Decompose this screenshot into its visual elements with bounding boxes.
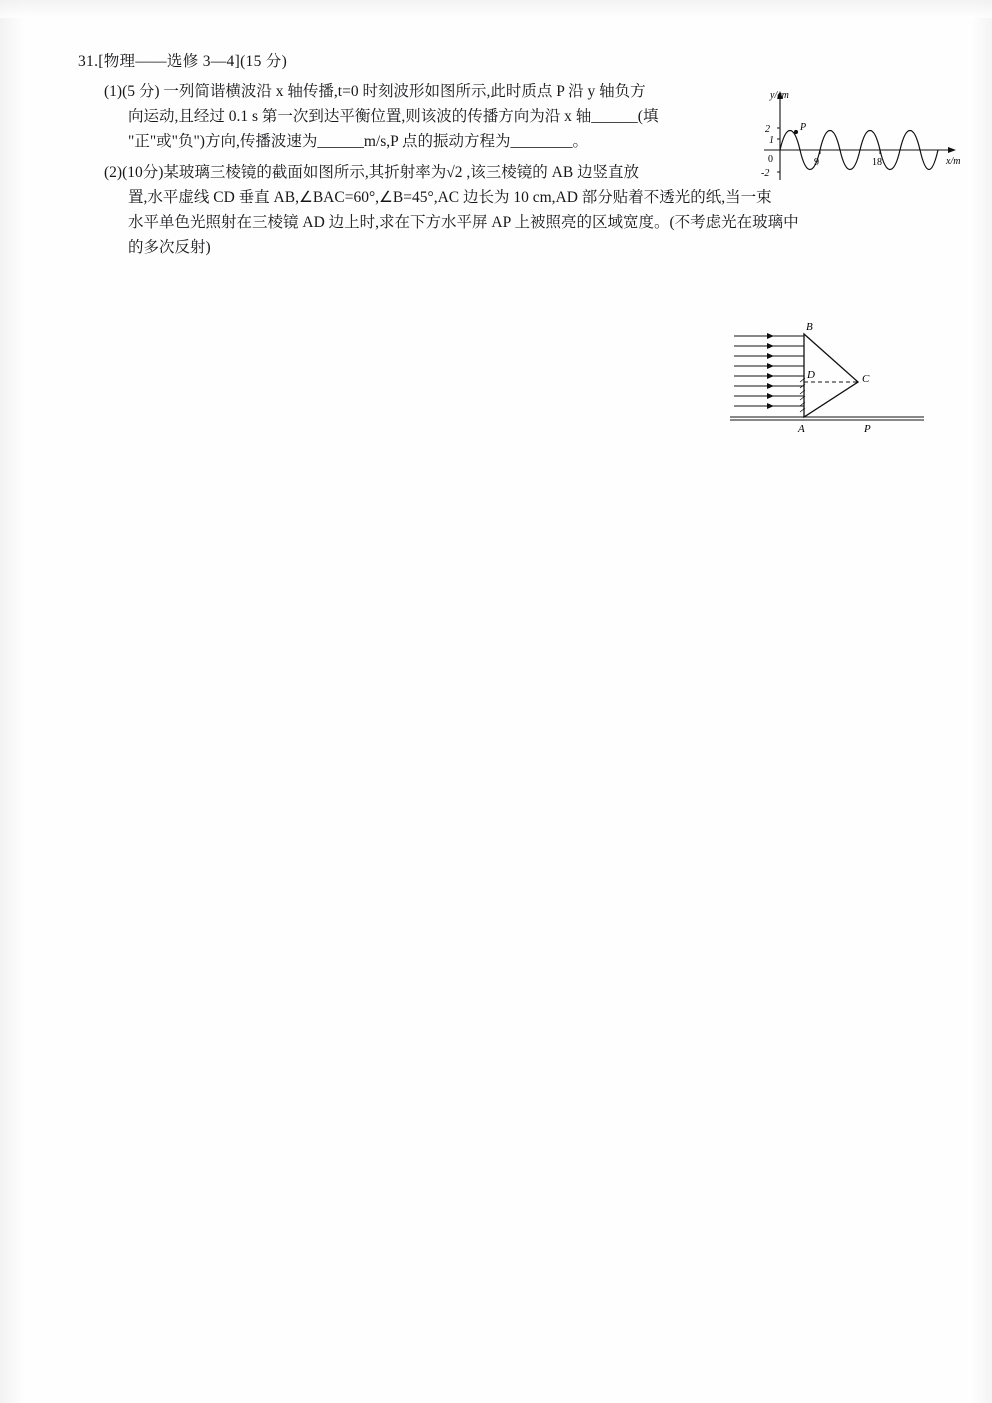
wave-x-axis-label: x/m <box>946 156 961 167</box>
label-d: D <box>807 369 815 381</box>
label-p: P <box>864 423 871 435</box>
wave-x-tick-label-18: 18 <box>872 157 882 168</box>
point-p-label: P <box>800 122 807 133</box>
question-1-line-1: (1)(5 分) 一列简谐横波沿 x 轴传播,t=0 时刻波形如图所示,此时质点 P 沿 y 轴负方 <box>104 82 646 100</box>
wave-x-arrow <box>948 147 956 153</box>
question-1-line-3: "正"或"负")方向,传播波速为______m/s,P 点的振动方程为________。 <box>128 132 589 150</box>
incoming-ray-arrowheads <box>767 333 774 409</box>
prism-figure <box>712 320 942 445</box>
label-c: C <box>862 373 870 385</box>
wave-y-axis-label: y/cm <box>770 90 789 101</box>
wave-origin-label: 0 <box>768 154 773 165</box>
scan-edge-right <box>970 0 992 1403</box>
prism-diagram-svg <box>712 320 942 445</box>
question-1-line-2: 向运动,且经过 0.1 s 第一次到达平衡位置,则该波的传播方向为沿 x 轴______(填 <box>128 107 659 125</box>
question-2-line-4: 的多次反射) <box>128 238 211 256</box>
section-heading: 31.[物理——选修 3—4](15 分) <box>78 53 288 70</box>
label-a: A <box>798 423 805 435</box>
question-2-line-3: 水平单色光照射在三棱镜 AD 边上时,求在下方水平屏 AP 上被照亮的区域宽度。(不考虑光在玻璃中 <box>128 213 799 231</box>
scan-edge-left <box>0 0 26 1403</box>
wave-y-tick-label-2: 2 <box>765 124 770 135</box>
label-b: B <box>806 321 813 333</box>
question-2-line-2: 置,水平虚线 CD 垂直 AB,∠BAC=60°,∠B=45°,AC 边长为 10 cm,AD 部分贴着不透光的纸,当一束 <box>128 188 772 206</box>
wave-y-tick-label-neg2: -2 <box>761 168 770 179</box>
wave-y-tick-label-1: 1 <box>769 135 774 146</box>
wave-figure <box>750 88 980 188</box>
scan-edge-top <box>0 0 992 18</box>
wave-diagram-svg <box>750 88 980 188</box>
wave-x-tick-label-9: 9 <box>814 157 819 168</box>
point-p-marker <box>794 130 798 134</box>
question-2-line-1: (2)(10分)某玻璃三棱镜的截面如图所示,其折射率为√2 ,该三棱镜的 AB 边竖直放 <box>104 163 640 181</box>
